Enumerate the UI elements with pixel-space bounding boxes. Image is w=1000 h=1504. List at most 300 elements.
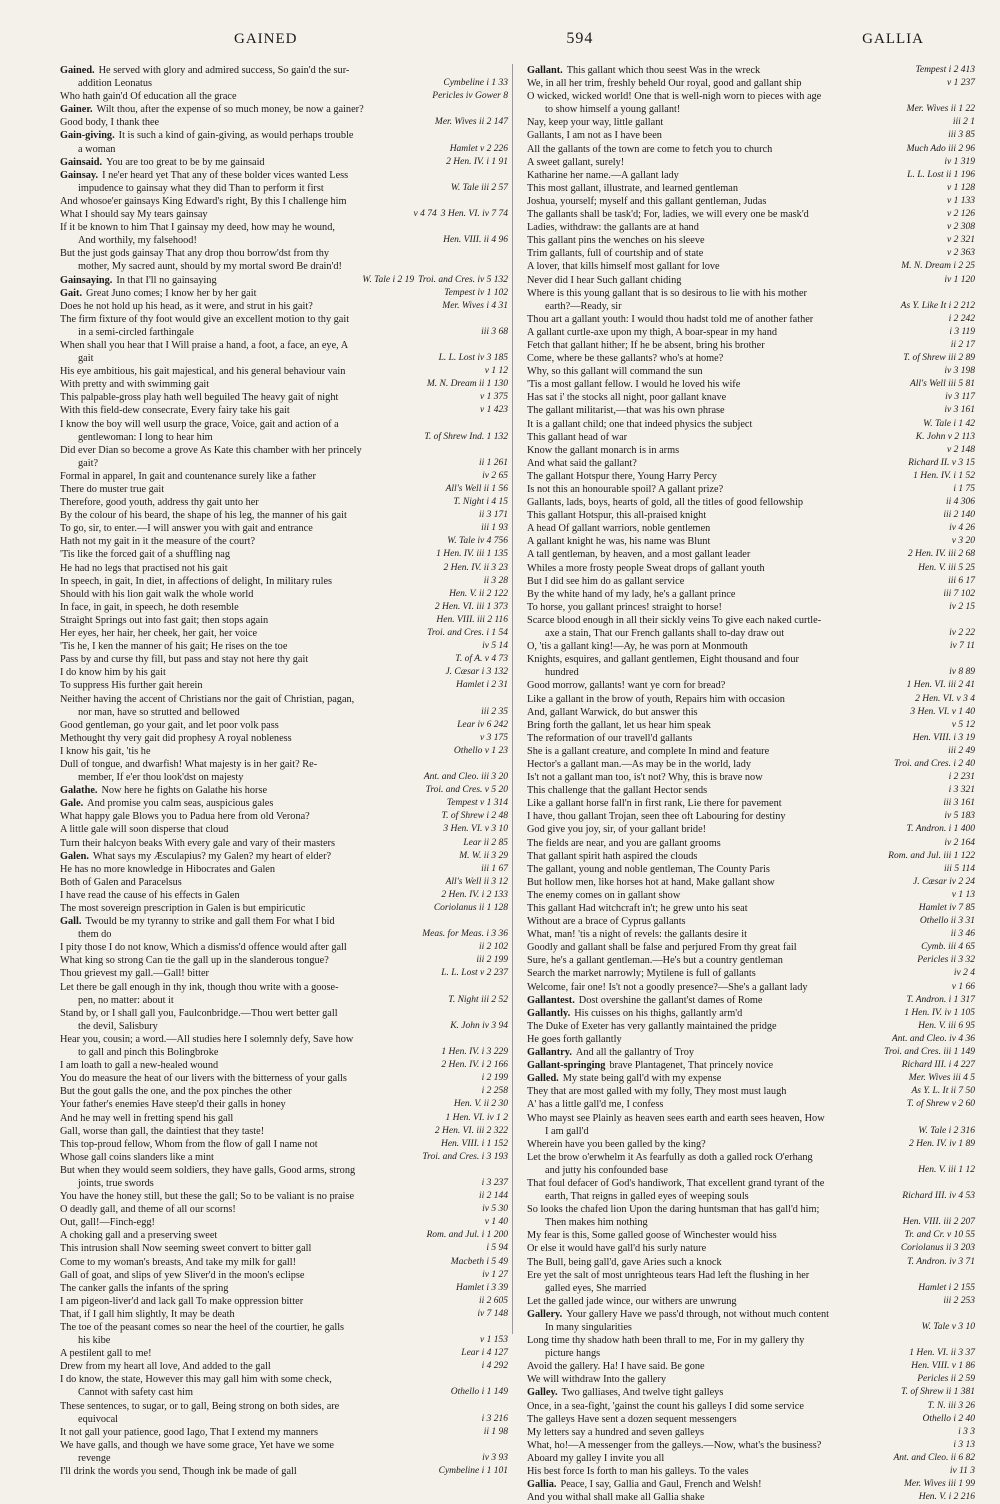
quotation-text: them do (78, 929, 112, 941)
quotation-text: Good morrow, gallants! want ye corn for bread? (527, 680, 726, 692)
concordance-line (60, 1046, 508, 1059)
quotation-text: I'll drink the words you send, Though ink be made of gall (60, 1466, 297, 1478)
quotation-text: But the just gods gainsay That any drop thou borrow'dst from thy (60, 248, 330, 260)
citation-reference: 2 Hen. VI. v 3 4 (915, 693, 975, 704)
concordance-line (60, 431, 508, 444)
quotation-text: That gallant spirit hath aspired the clouds (527, 850, 698, 862)
quotation-text: A gallant knight he was, his name was Blunt (527, 536, 711, 548)
citation-reference: iv 5 183 (944, 811, 975, 822)
citation-reference: iv 3 161 (944, 405, 975, 416)
concordance-line (527, 693, 975, 706)
citation-reference: Hamlet v 2 226 (449, 143, 508, 154)
quotation-text: But hollow men, like horses hot at hand, Make gallant show (527, 876, 775, 888)
headword: Gallia. (527, 1479, 557, 1491)
quotation-text: By the white hand of my lady, he's a gallant prince (527, 588, 736, 600)
citation-reference: T. Andron. i 1 317 (906, 994, 975, 1005)
quotation-text: In many singularities (545, 1322, 632, 1333)
quotation-text: Formal in apparel, In gait and countenance surely like a father (60, 470, 316, 482)
quotation-text: Gallants, lads, boys, hearts of gold, all the titles of good fellowship (527, 497, 803, 509)
citation-reference: iii 3 85 (948, 130, 975, 141)
citation-reference: iii 3 161 (943, 798, 975, 809)
concordance-line (527, 1413, 975, 1426)
quotation-text: I have, thou gallant Trojan, seen thee oft Labouring for destiny (527, 811, 786, 823)
quotation-text: Great Juno comes; I know her by her gait (86, 287, 257, 299)
quotation-text: Hector's a gallant man.—As may be in the world, lady (527, 758, 752, 770)
quotation-text: The enemy comes on in gallant show (527, 889, 681, 901)
quotation-text: Twould be my tyranny to strike and gall them For what I bid (85, 916, 335, 928)
concordance-line (527, 1177, 975, 1190)
quotation-text: It is a gallant child; one that indeed physics the subject (527, 418, 753, 430)
quotation-text: Let the brow o'erwhelm it As fearfully as doth a galled rock O'erhang (527, 1151, 813, 1163)
concordance-line (527, 614, 975, 627)
concordance-line (60, 1321, 508, 1334)
quotation-text: My letters say a hundred and seven galleys (527, 1426, 704, 1438)
concordance-line (527, 77, 975, 90)
citation-reference: T. of Shrew v 2 60 (906, 1099, 975, 1110)
quotation-text: What happy gale Blows you to Padua here from old Verona? (60, 811, 310, 823)
quotation-text: Gall of goat, and slips of yew Sliver'd in the moon's eclipse (60, 1269, 305, 1281)
quotation-text: What, ho!—A messenger from the galleys.—Now, what's the business? (527, 1439, 822, 1451)
concordance-line (60, 1439, 508, 1452)
columns (60, 64, 984, 1504)
concordance-line (60, 339, 508, 352)
quotation-text: Both of Galen and Paracelsus (60, 876, 182, 888)
citation-reference: Hen. VIII. iii 2 116 (436, 614, 508, 625)
quotation-text: his kibe (78, 1335, 111, 1347)
citation-reference: i 4 292 (481, 1361, 508, 1372)
citation-reference: iii 2 49 (948, 745, 975, 756)
citation-reference: Ant. and Cleo. iii 3 20 (423, 772, 508, 783)
quotation-text: O deadly gall, and theme of all our scorns! (60, 1204, 236, 1216)
quotation-text: equivocal (78, 1413, 119, 1425)
headword: Gainsaid. (60, 156, 103, 168)
concordance-line (60, 706, 508, 719)
citation-reference: i 2 242 (948, 313, 975, 324)
quotation-text: If it be known to him That I gainsay my deed, how may he wound, (60, 222, 335, 234)
concordance-line (527, 522, 975, 535)
quotation-text: Your gallery Have we pass'd through, not without much content (566, 1308, 829, 1320)
quotation-text: The canker galls the infants of the spring (60, 1282, 229, 1294)
quotation-text: This gallant which thou seest Was in the wreck (566, 65, 761, 76)
quotation-text: He has no more knowledge in Hibocrates and Galen (60, 863, 276, 875)
concordance-line (60, 719, 508, 732)
citation-reference: Richard III. i 4 227 (901, 1060, 975, 1071)
quotation-text: He had no legs that practised not his gait (60, 562, 228, 574)
quotation-text: In speech, in gait, In diet, in affections of delight, In military rules (60, 575, 333, 587)
headword: Gained. (60, 65, 95, 76)
citation-reference: T. of Shrew Ind. 1 132 (424, 431, 508, 442)
citation-reference: i 2 231 (948, 772, 975, 783)
quotation-text: Straight Springs out into fast gait; then stops again (60, 614, 269, 626)
concordance-line (527, 1229, 975, 1242)
quotation-text: And whosoe'er gainsays King Edward's right, By this I challenge him (60, 195, 347, 207)
quotation-text: a woman (78, 143, 116, 155)
citation-reference: L. L. Lost ii 1 196 (907, 169, 975, 180)
concordance-line (60, 1452, 508, 1465)
citation-reference: L. L. Lost v 2 237 (441, 968, 508, 979)
concordance-line (60, 1203, 508, 1216)
concordance-line (60, 1151, 508, 1164)
citation-reference: T. N. iii 3 26 (927, 1400, 975, 1411)
quotation-text: They that are most galled with my folly, They most must laugh (527, 1086, 787, 1098)
concordance-line (60, 444, 508, 457)
concordance-line (527, 732, 975, 745)
citation-reference: Othello ii 3 31 (919, 916, 975, 927)
concordance-line (527, 483, 975, 496)
citation-reference: iv 1 120 (944, 274, 975, 285)
concordance-line (527, 1373, 975, 1386)
concordance-line (60, 1164, 508, 1177)
concordance-line (527, 169, 975, 182)
citation-reference: i 5 94 (486, 1243, 508, 1254)
concordance-line (60, 352, 508, 365)
citation-reference: Lear ii 2 85 (463, 837, 508, 848)
quotation-text: Hear you, cousin; a word.—All studies here I solemnly defy, Save how (60, 1033, 354, 1045)
quotation-text: Sure, he's a gallant gentleman.—He's but a country gentleman (527, 955, 783, 967)
concordance-line (60, 404, 508, 417)
citation-reference: W. Tale iii 2 57 (450, 182, 508, 193)
quotation-text: My fear is this, Some galled goose of Winchester would hiss (527, 1230, 777, 1242)
quotation-text: I have read the cause of his effects in Galen (60, 889, 240, 901)
quotation-text: gait? (78, 457, 99, 469)
left-column (60, 64, 513, 1478)
concordance-line (527, 902, 975, 915)
concordance-line (60, 483, 508, 496)
quotation-text: God give you joy, sir, of your gallant bride! (527, 824, 707, 836)
citation-reference: 3 Hen. VI. iv 7 74 (440, 209, 508, 220)
quotation-text: What I should say My tears gainsay (60, 209, 208, 221)
citation-reference: Much Ado iii 2 96 (906, 143, 975, 154)
citation-reference: T. Night iii 2 52 (448, 994, 508, 1005)
concordance-line (60, 902, 508, 915)
citation-reference: iii 3 68 (481, 326, 508, 337)
quotation-text: And you withal shall make all Gallia shake (527, 1492, 705, 1504)
citation-reference: i 2 258 (481, 1086, 508, 1097)
citation-reference: iii 6 17 (948, 575, 975, 586)
citation-reference: iv 5 14 (482, 641, 508, 652)
citation-reference: J. Cæsar iv 2 24 (912, 876, 975, 887)
citation-reference: 1 Hen. VI. iv 1 2 (445, 1112, 508, 1123)
quotation-text: Or else it would have gall'd his surly nature (527, 1243, 707, 1255)
concordance-line (527, 627, 975, 640)
concordance-line (527, 666, 975, 679)
citation-reference: ii 3 28 (483, 575, 508, 586)
citation-reference: v 3 175 (480, 732, 508, 743)
concordance-line (60, 90, 508, 103)
citation-reference: v 4 74 (413, 209, 437, 220)
quotation-text: The Duke of Exeter has very gallantly maintained the pridge (527, 1020, 777, 1032)
quotation-text: The gallant, young and noble gentleman, The County Paris (527, 863, 770, 875)
citation-reference: Tempest iv 1 102 (444, 287, 508, 298)
citation-reference: iv 2 22 (949, 628, 975, 639)
citation-reference: i 1 75 (953, 484, 975, 494)
quotation-text: The gallant Hotspur there, Young Harry Percy (527, 470, 717, 482)
quotation-text: Who mayst see Plainly as heaven sees earth and earth sees heaven, How (527, 1112, 825, 1124)
concordance-line (527, 915, 975, 928)
citation-reference: Mer. Wives ii 1 22 (906, 104, 975, 115)
concordance-line (60, 1059, 508, 1072)
quotation-text: 'Tis he, I ken the manner of his gait; He rises on the toe (60, 641, 288, 653)
concordance-line (527, 1098, 975, 1111)
citation-reference: 1 Hen. IV. i 3 229 (441, 1047, 508, 1058)
concordance-line (527, 1334, 975, 1347)
citation-reference: ii 1 261 (478, 457, 508, 468)
concordance-line (60, 1256, 508, 1269)
citation-reference: iv 2 15 (949, 601, 975, 612)
quotation-text: And, gallant Warwick, do but answer this (527, 706, 698, 718)
concordance-line (60, 1098, 508, 1111)
concordance-line (60, 679, 508, 692)
citation-reference: v 3 20 (951, 536, 975, 547)
quotation-text: A head Of gallant warriors, noble gentlemen (527, 523, 711, 535)
concordance-line (527, 64, 975, 77)
quotation-text: Bring forth the gallant, let us hear him speak (527, 719, 711, 731)
quotation-text: Aboard my galley I invite you all (527, 1452, 665, 1464)
concordance-line (527, 509, 975, 522)
quotation-text: Did ever Dian so become a grove As Kate this chamber with her princely (60, 444, 362, 456)
concordance-line (60, 994, 508, 1007)
citation-reference: Tr. and Cr. v 10 55 (904, 1230, 975, 1241)
concordance-line (527, 1347, 975, 1360)
concordance-line (527, 1491, 975, 1504)
quotation-text: I do know, the state, However this may gall him with some check, (60, 1374, 332, 1386)
quotation-text: He goes forth gallantly (527, 1033, 622, 1045)
concordance-line (60, 915, 508, 928)
citation-reference: Othello v 1 23 (453, 745, 508, 756)
quotation-text: to gall and pinch this Bolingbroke (78, 1047, 219, 1059)
quotation-text: Trim gallants, full of courtship and of state (527, 248, 704, 260)
citation-reference: T. Andron. i 1 400 (906, 824, 975, 835)
quotation-text: Katharine her name.—A gallant lady (527, 169, 679, 181)
citation-reference: iii 2 1 (952, 117, 975, 128)
concordance-line (527, 640, 975, 653)
concordance-line (60, 1242, 508, 1255)
citation-reference: v 1 12 (484, 366, 508, 377)
citation-reference: W. Tale v 3 10 (921, 1322, 975, 1332)
quotation-text: I do know him by his gait (60, 667, 166, 679)
citation-reference: Tempest i 2 413 (915, 65, 975, 75)
concordance-line (527, 562, 975, 575)
quotation-text: Avoid the gallery. Ha! I have said. Be gone (527, 1361, 705, 1373)
concordance-line (527, 404, 975, 417)
quotation-text: What king so strong Can tie the gall up in the slanderous tongue? (60, 955, 329, 967)
concordance-line (527, 234, 975, 247)
concordance-line (527, 1465, 975, 1478)
quotation-text: addition Leonatus (78, 78, 153, 90)
concordance-line (527, 1216, 975, 1229)
quotation-text: hundred (545, 667, 579, 679)
headword: Gall. (60, 916, 82, 928)
concordance-line (527, 1452, 975, 1465)
citation-reference: Coriolanus ii 1 128 (433, 903, 508, 913)
headword: Gait. (60, 287, 83, 299)
quotation-text: Pass by and curse thy fill, but pass and stay not here thy gait (60, 654, 309, 666)
quotation-text: I know his gait, 'tis he (60, 745, 151, 757)
citation-reference: Pericles ii 2 59 (917, 1374, 975, 1385)
concordance-line (527, 797, 975, 810)
citation-reference: Hamlet i 2 31 (456, 680, 508, 691)
quotation-text: Cannot with safety cast him (78, 1387, 193, 1399)
quotation-text: But I did see him do as gallant service (527, 575, 685, 587)
quotation-text: Joshua, yourself; myself and this gallant gentleman, Judas (527, 195, 767, 207)
concordance-line (60, 810, 508, 823)
quotation-text: Ladies, withdraw: the gallants are at hand (527, 222, 699, 234)
concordance-line (527, 129, 975, 142)
citation-reference: J. Cæsar i 3 132 (445, 667, 508, 678)
concordance-line (60, 234, 508, 247)
citation-reference: 2 Hen. VI. iii 2 322 (434, 1125, 508, 1136)
quotation-text: The galleys Have sent a dozen sequent messengers (527, 1413, 737, 1425)
concordance-line (60, 863, 508, 876)
citation-reference: iv 11 3 (949, 1466, 975, 1477)
concordance-line (60, 116, 508, 129)
quotation-text: Like a gallant in the brow of youth, Repairs him with occasion (527, 693, 785, 705)
citation-reference: Troi. and Cres. v 5 20 (425, 785, 508, 796)
citation-reference: L. L. Lost iv 3 185 (438, 353, 508, 364)
headword: Galled. (527, 1073, 559, 1085)
concordance-line (60, 260, 508, 273)
citation-reference: T. of A. v 4 73 (455, 654, 508, 665)
concordance-line (60, 1282, 508, 1295)
citation-reference: 2 Hen. IV. i 2 166 (441, 1060, 508, 1071)
quotation-text: Welcome, fair one! Is't not a goodly presence?—She's a gallant lady (527, 981, 808, 993)
quotation-text: O wicked, wicked world! One that is well-nigh worn to pieces with age (527, 91, 822, 103)
quotation-text: A gallant curtle-axe upon my thigh, A boar-spear in my hand (527, 326, 778, 338)
quotation-text: Now here he fights on Galathe his horse (101, 785, 268, 797)
concordance-line (527, 810, 975, 823)
quotation-text: Should with his lion gait walk the whole world (60, 588, 254, 600)
citation-reference: Ant. and Cleo. iv 4 36 (891, 1033, 975, 1044)
concordance-line (60, 640, 508, 653)
concordance-line (527, 706, 975, 719)
citation-reference: Hamlet iv 7 85 (918, 903, 975, 913)
concordance-line (527, 182, 975, 195)
citation-reference: Mer. Wives i 4 31 (442, 300, 508, 311)
headword: Gainsay. (60, 169, 99, 181)
concordance-line (60, 247, 508, 260)
quotation-text: The most sovereign prescription in Galen is but empiricutic (60, 903, 306, 914)
concordance-line (527, 1269, 975, 1282)
citation-reference: Hen. V. iii 1 12 (918, 1164, 975, 1175)
citation-reference: Richard III. iv 4 53 (902, 1191, 975, 1202)
concordance-line (527, 1308, 975, 1321)
quotation-text: The gallant militarist,—that was his own phrase (527, 405, 725, 417)
quotation-text: I am loath to gall a new-healed wound (60, 1060, 219, 1072)
concordance-line (527, 719, 975, 732)
citation-reference: Hamlet i 2 155 (918, 1282, 975, 1293)
concordance-line (527, 1085, 975, 1098)
citation-reference: iv 1 319 (944, 156, 975, 167)
concordance-line (527, 575, 975, 588)
citation-reference: i 3 13 (953, 1439, 975, 1450)
concordance-line (60, 562, 508, 575)
citation-reference: 1 Hen. IV. i 1 52 (913, 470, 975, 481)
concordance-line (60, 758, 508, 771)
quotation-text: This gallant pins the wenches on his sleeve (527, 235, 705, 247)
citation-reference: i 3 3 (958, 1426, 975, 1437)
quotation-text: His best force Is forth to man his galleys. To the vales (527, 1466, 749, 1478)
concordance-line (527, 431, 975, 444)
citation-reference: v 2 321 (947, 235, 975, 246)
quotation-text: Two galliases, And twelve tight galleys (561, 1387, 724, 1399)
concordance-line (60, 378, 508, 391)
citation-reference: 2 Hen. IV. iv 1 89 (908, 1138, 975, 1149)
concordance-line (527, 601, 975, 614)
quotation-text: mother, My sacred aunt, should by my mortal sword Be drain'd! (78, 261, 342, 273)
citation-reference: 2 Hen. IV. ii 3 23 (443, 562, 508, 573)
quotation-text: This top-proud fellow, Whom from the flow of gall I name not (60, 1138, 318, 1150)
concordance-line (527, 1190, 975, 1203)
concordance-line (60, 77, 508, 90)
headword: Gale. (60, 798, 84, 810)
citation-reference: Hen. V. iii 6 95 (918, 1020, 975, 1031)
concordance-line (527, 300, 975, 313)
headword: Gain-giving. (60, 130, 115, 142)
concordance-line (60, 548, 508, 561)
quotation-text: A choking gall and a preserving sweet (60, 1230, 218, 1242)
concordance-line (60, 300, 508, 313)
headword: Gallantly. (527, 1007, 571, 1019)
concordance-line (527, 548, 975, 561)
concordance-line (60, 601, 508, 614)
citation-reference: Coriolanus ii 3 203 (900, 1243, 975, 1254)
concordance-line (527, 274, 975, 287)
concordance-line (527, 378, 975, 391)
concordance-line (527, 103, 975, 116)
concordance-line (60, 129, 508, 142)
quotation-text: I am pigeon-liver'd and lack gall To make oppression bitter (60, 1295, 304, 1307)
citation-reference: i 2 199 (481, 1073, 508, 1084)
concordance-line (527, 156, 975, 169)
citation-reference: T. of Shrew iii 2 89 (903, 353, 975, 364)
concordance-line (60, 64, 508, 77)
quotation-text: She is a gallant creature, and complete In mind and feature (527, 745, 770, 757)
quotation-text: 'Tis a most gallant fellow. I would he loved his wife (527, 379, 741, 391)
quotation-text: A pestilent gall to me! (60, 1348, 152, 1360)
citation-reference: ii 3 171 (478, 510, 508, 521)
quotation-text: Scarce blood enough in all their sickly veins To give each naked curtle- (527, 614, 822, 626)
citation-reference: Hen. V. i 2 216 (918, 1492, 975, 1503)
quotation-text: This palpable-gross play hath well beguiled The heavy gait of night (60, 392, 339, 404)
concordance-line (60, 941, 508, 954)
citation-reference: iii 5 114 (944, 863, 975, 874)
citation-reference: 1 Hen. IV. iii 1 135 (436, 549, 508, 560)
citation-reference: iv 3 93 (482, 1452, 508, 1463)
concordance-line (527, 1242, 975, 1255)
concordance-line (527, 365, 975, 378)
concordance-line (60, 784, 508, 797)
concordance-line (527, 758, 975, 771)
quotation-text: These sentences, to sugar, or to gall, Being strong on both sides, are (60, 1400, 340, 1412)
headword: Gallantest. (527, 994, 575, 1006)
headword: Galathe. (60, 785, 98, 797)
quotation-text: This intrusion shall Now seeming sweet convert to bitter gall (60, 1243, 312, 1255)
citation-reference: iv 3 117 (945, 392, 975, 403)
concordance-line (60, 287, 508, 300)
concordance-line (60, 1295, 508, 1308)
concordance-line (60, 693, 508, 706)
quotation-text: Therefore, good youth, address thy gait unto her (60, 497, 259, 509)
citation-reference: 2 Hen. IV. i 1 91 (446, 156, 508, 167)
quotation-text: This most gallant, illustrate, and learned gentleman (527, 182, 739, 194)
citation-reference: All's Well iii 5 81 (909, 379, 975, 390)
quotation-text: His cuisses on his thighs, gallantly arm'd (574, 1007, 743, 1019)
quotation-text: By the colour of his beard, the shape of his leg, the manner of his gait (60, 510, 347, 522)
quotation-text: Dull of tongue, and dwarfish! What majesty is in her gait? Re- (60, 758, 318, 770)
citation-reference: v 2 126 (947, 209, 975, 220)
concordance-line (527, 1151, 975, 1164)
concordance-line (527, 1007, 975, 1020)
